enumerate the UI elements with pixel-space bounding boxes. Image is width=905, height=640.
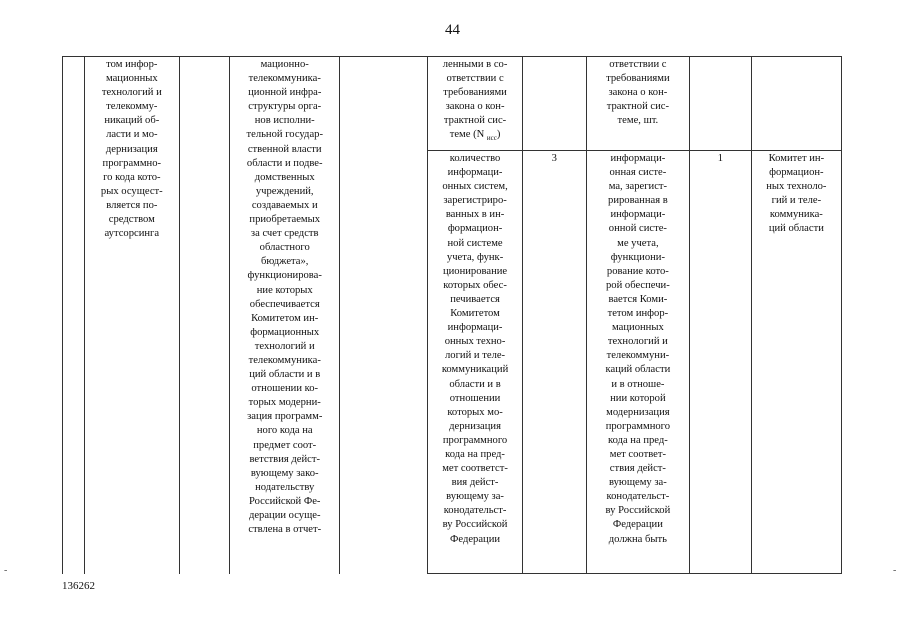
cell-line: функциони- <box>610 251 665 263</box>
cell-line: логий и теле- <box>445 350 506 362</box>
cell-line: бюджета», <box>261 256 309 268</box>
cell-line: Комитет ин- <box>768 153 825 164</box>
cell-line: теме (N <box>449 129 485 141</box>
col-2-cell <box>85 57 180 574</box>
responsible-cell <box>751 151 841 574</box>
col-3-cell <box>179 57 230 574</box>
cell-line: вующему за- <box>446 491 504 503</box>
left-edge-mark: - <box>4 565 8 576</box>
cell-line: технологий и <box>607 336 668 348</box>
page-number: 44 <box>445 22 460 38</box>
cell-line: онной систе- <box>608 223 667 235</box>
cell-line: Комитетом ин- <box>251 312 319 324</box>
cell-line: торых модерни- <box>248 397 321 409</box>
cell-line: отношении <box>449 392 501 404</box>
cell-line: ствия дейст- <box>609 463 666 475</box>
col-10-top-cell <box>751 57 841 151</box>
unit-top-cell <box>586 57 689 151</box>
cell-line: тельной государ- <box>246 129 323 141</box>
cell-line: телекоммуника- <box>248 354 321 366</box>
cell-line: нодательству <box>255 481 315 493</box>
col-1-cell <box>63 57 85 574</box>
cell-line: информаци- <box>447 167 503 179</box>
cell-line: Федерации <box>450 533 501 545</box>
cell-line: ных техноло- <box>766 181 827 193</box>
cell-line: программно- <box>102 157 162 169</box>
cell-line: информаци- <box>610 153 666 164</box>
cell-line: количество <box>449 153 501 164</box>
cell-line: кода на пред- <box>607 434 668 446</box>
cell-line: ветствия дейст- <box>249 453 320 465</box>
col-4-text <box>232 58 337 537</box>
cell-line: ционной инфра- <box>248 87 322 99</box>
cell-line: коммуника- <box>769 209 823 221</box>
cell-line: рой обеспечи- <box>606 279 670 291</box>
cell-line: рых осущест- <box>100 185 163 197</box>
cell-line: печивается <box>450 293 500 305</box>
cell-line: и в отноше- <box>611 378 665 390</box>
cell-line: ций области и в <box>249 369 321 381</box>
cell-line: учета, функ- <box>446 251 504 263</box>
cell-line: мет соответ- <box>609 448 667 460</box>
col-4-cell <box>230 57 340 574</box>
cell-line: ций области <box>768 223 824 235</box>
unit-top-text <box>589 58 687 128</box>
cell-line: за счет средств <box>250 228 319 240</box>
cell-line: Российской Фе- <box>248 495 321 507</box>
col-9-top-cell <box>690 57 752 151</box>
cell-line: мационных <box>612 322 664 334</box>
cell-line: вия дейст- <box>451 477 499 489</box>
cell-line: мационно- <box>260 59 309 70</box>
cell-line: ву Российской <box>605 505 671 517</box>
cell-line: ма, зарегист- <box>608 181 668 193</box>
cell-line: трактной сис- <box>606 101 670 113</box>
cell-line: коммуникаций <box>441 364 509 376</box>
cell-line: ционирование <box>442 265 508 277</box>
cell-line: Комитетом <box>450 308 500 320</box>
cell-line: программного <box>442 434 508 446</box>
cell-line: ву Российской <box>442 519 508 531</box>
cell-line: области и подве- <box>246 157 323 169</box>
cell-line: области и в <box>449 378 501 390</box>
table-row-top <box>63 57 842 151</box>
cell-line: теме, шт. <box>617 115 659 127</box>
value-1-cell <box>690 151 752 574</box>
cell-line: вующему зако- <box>250 467 319 479</box>
indicator-name-top-cell <box>428 57 523 151</box>
cell-line: ответствии с <box>609 59 667 70</box>
cell-line: технологий и <box>254 340 315 352</box>
cell-line: том инфор- <box>106 59 158 70</box>
cell-line: информаци- <box>447 322 503 334</box>
cell-line: ного кода на <box>256 425 313 437</box>
cell-line: технологий и <box>101 87 162 99</box>
cell-line: ласти и мо- <box>106 129 158 141</box>
cell-line: ствлена в отчет- <box>248 524 322 536</box>
cell-line: ной системе <box>447 237 503 249</box>
document-table <box>62 56 842 574</box>
cell-line: онных техно- <box>444 336 506 348</box>
cell-line: ванных в ин- <box>445 209 505 221</box>
cell-line: закона о кон- <box>608 87 668 99</box>
cell-line: телекоммуника- <box>248 73 321 85</box>
value-3: 3 <box>551 153 557 164</box>
cell-line: мет соответст- <box>442 463 508 475</box>
cell-line: Федерации <box>612 519 663 531</box>
indicator-name-bottom-cell <box>428 151 523 574</box>
cell-line: ме учета, <box>617 237 659 249</box>
cell-line: формацион- <box>447 223 503 235</box>
cell-line: вается Коми- <box>608 293 668 305</box>
indicator-name-top-text <box>430 58 520 140</box>
cell-line: конодательст- <box>443 505 507 517</box>
cell-line: го кода кото- <box>103 171 161 183</box>
col-7-top-cell <box>522 57 586 151</box>
value-1: 1 <box>717 153 724 164</box>
cell-line: онных систем, <box>442 181 508 193</box>
cell-line: требованиями <box>443 87 507 99</box>
cell-line: приобретаемых <box>249 214 321 226</box>
cell-line: программного <box>605 420 671 432</box>
indicator-name-bottom-text <box>430 152 520 547</box>
cell-line: средством <box>108 214 155 226</box>
document-id: 136262 <box>62 580 95 592</box>
right-edge-mark: - <box>893 565 897 576</box>
cell-line: отношении ко- <box>251 383 319 395</box>
cell-line: онная систе- <box>609 167 667 179</box>
cell-line: областного <box>259 242 310 254</box>
cell-line: закона о кон- <box>445 101 505 113</box>
cell-line: формацион- <box>769 167 824 179</box>
cell-line: которых мо- <box>447 406 503 418</box>
value-3-cell <box>522 151 586 574</box>
cell-line: каций области <box>605 364 671 376</box>
cell-line: мационных <box>105 73 158 85</box>
cell-line: должна быть <box>608 533 667 545</box>
cell-line: обеспечивается <box>249 298 320 310</box>
cell-line: структуры орга- <box>248 101 322 113</box>
cell-line: тетом инфор- <box>607 308 669 320</box>
cell-line: аутсорсинга <box>104 228 160 240</box>
cell-line: ственной власти <box>247 143 322 155</box>
cell-line: вляется по- <box>106 199 158 211</box>
unit-bottom-cell <box>586 151 689 574</box>
cell-line: ние которых <box>256 284 313 296</box>
responsible-text <box>754 152 839 237</box>
cell-line: формационных <box>250 326 320 338</box>
cell-line: гий и теле- <box>771 195 822 207</box>
cell-line: дернизация <box>449 420 501 432</box>
cell-line: дернизация <box>105 143 158 155</box>
cell-line: конодательст- <box>606 491 670 503</box>
cell-line: зация программ- <box>247 411 323 423</box>
indicator-subscript-group <box>486 129 501 143</box>
cell-line: вующему за- <box>608 477 667 489</box>
cell-line: информаци- <box>610 209 666 221</box>
cell-line: функционирова- <box>247 270 322 282</box>
cell-line: домственных <box>254 171 315 183</box>
cell-line: ответствии с <box>446 73 504 85</box>
cell-line: рование кото- <box>606 265 669 277</box>
cell-line: ленными в со- <box>442 59 508 70</box>
cell-line: телекоммуни- <box>606 350 670 362</box>
cell-line: создаваемых и <box>251 199 318 211</box>
cell-line: трактной сис- <box>443 115 507 127</box>
col-2-text <box>87 58 177 241</box>
cell-line: зарегистриро- <box>443 195 507 207</box>
cell-line: кода на пред- <box>445 448 505 460</box>
cell-line: предмет соот- <box>253 439 317 451</box>
cell-line: рированная в <box>608 195 668 207</box>
cell-line: учреждений, <box>255 185 314 197</box>
col-5-cell <box>340 57 428 574</box>
cell-line: дерации осуще- <box>248 510 321 521</box>
cell-line: никаций об- <box>104 115 160 127</box>
cell-line: требованиями <box>606 73 670 85</box>
cell-line: модернизация <box>606 406 670 418</box>
indicator-subscript: исс <box>486 134 497 143</box>
cell-line: которых обес- <box>443 279 507 291</box>
indicator-suffix: ) <box>496 129 501 141</box>
unit-bottom-text <box>589 152 687 547</box>
cell-line: телекомму- <box>106 101 158 113</box>
cell-line: нии которой <box>610 392 666 404</box>
cell-line: нов исполни- <box>254 115 315 127</box>
